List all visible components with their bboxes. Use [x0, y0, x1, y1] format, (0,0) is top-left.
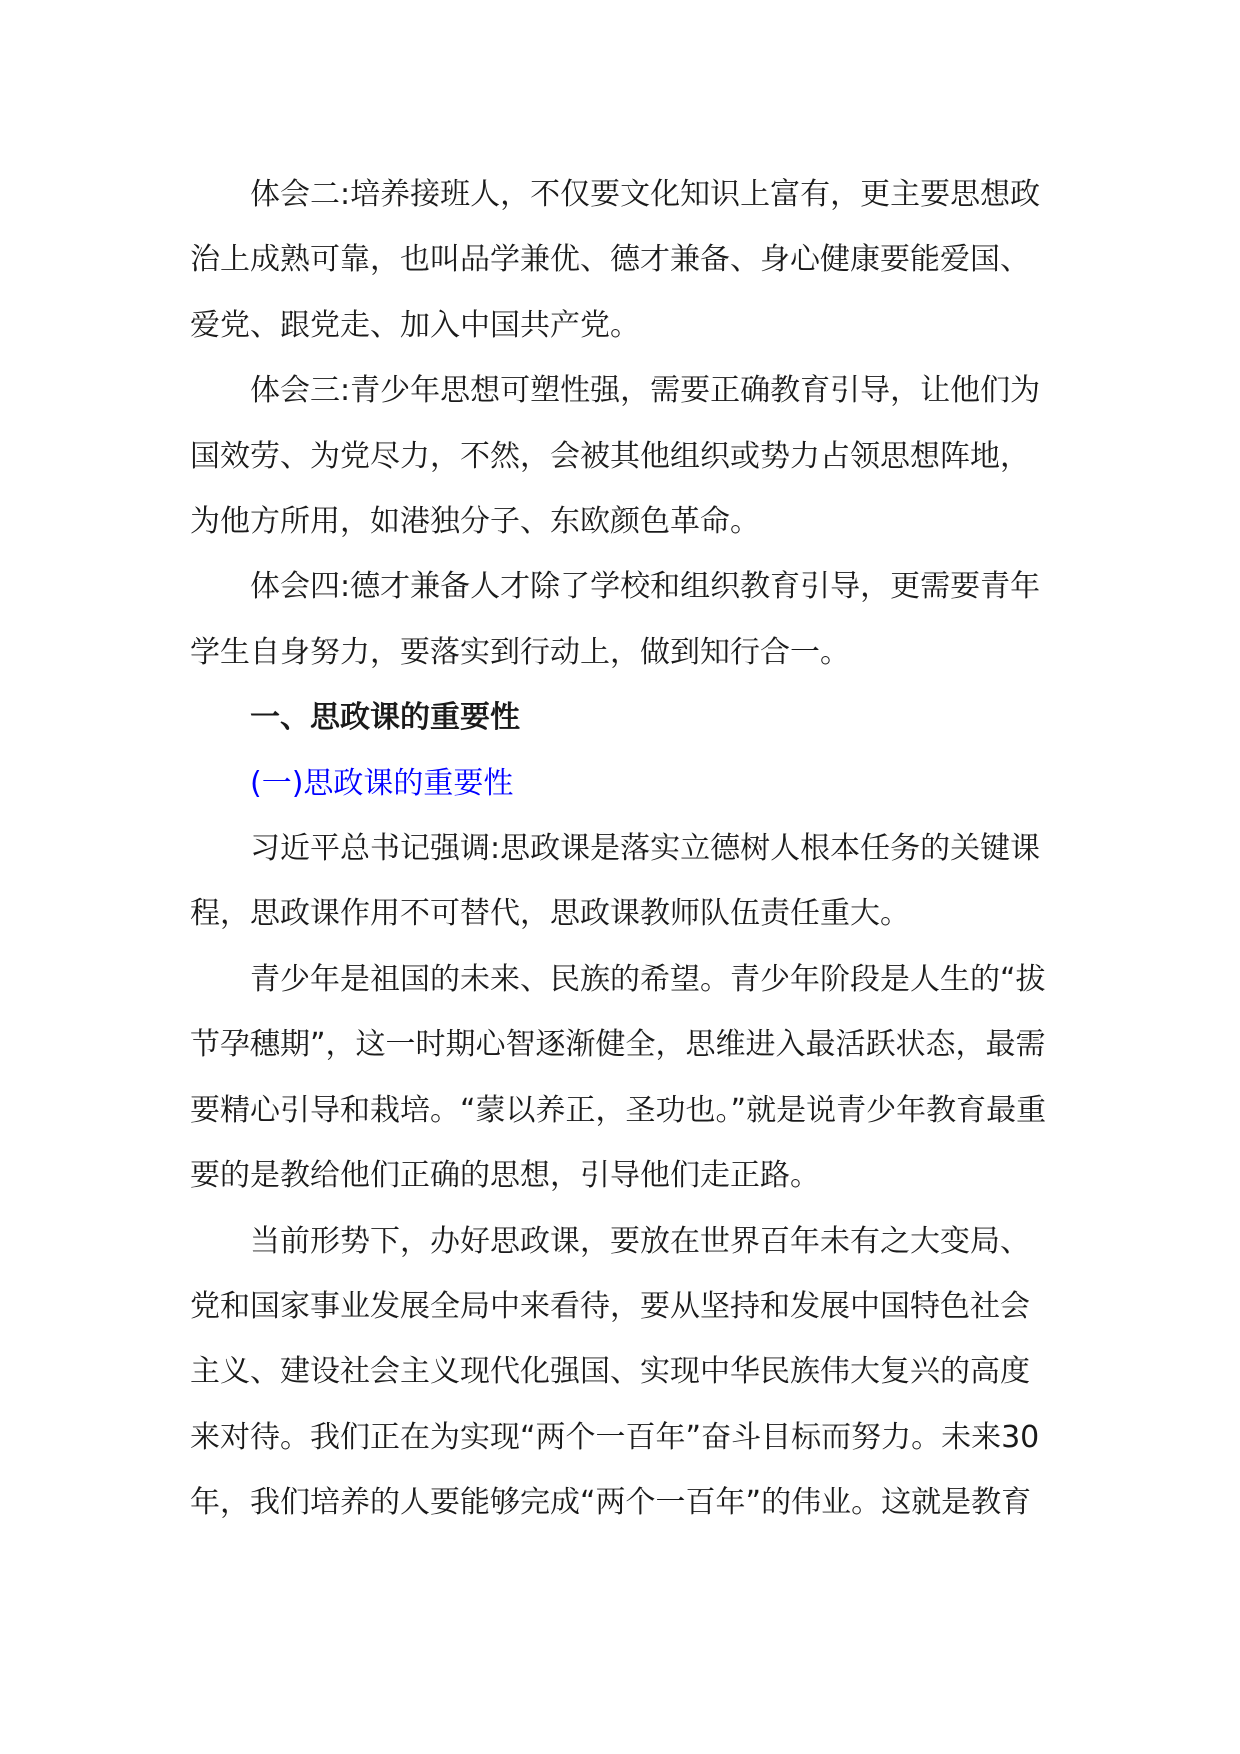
section-heading: 一、思政课的重要性	[250, 700, 520, 736]
paragraph-tihui-2: 体会二:培养接班人，不仅要文化知识上富有，更主要思想政治上成熟可靠，也叫品学兼优、德才兼备、身心健康要能爱国、爱党、跟党走、加入中国共产党。	[190, 177, 1041, 343]
paragraph-current-situation: 当前形势下，办好思政课，要放在世界百年未有之大变局、党和国家事业发展全局中来看待，要从坚持和发展中国特色社会主义、建设社会主义现代化强国、实现中华民族伟大复兴的高度来对待。我们正在为实现“两个一百年”奋斗目标而努力。未来30年，我们培养的人要能够完成“两个一百年”的伟业。这就是教育	[190, 1223, 1040, 1521]
document-body	[190, 162, 1050, 1536]
paragraph-tihui-3: 体会三:青少年思想可塑性强，需要正确教育引导，让他们为国效劳、为党尽力，不然，会被其他组织或势力占领思想阵地，为他方所用，如港独分子、东欧颜色革命。	[190, 373, 1041, 540]
subsection-heading: (一)思政课的重要性	[250, 765, 514, 801]
paragraph-youth: 青少年是祖国的未来、民族的希望。青少年阶段是人生的“拔节孕穗期”，这一时期心智逐渐健全，思维进入最活跃状态，最需要精心引导和栽培。“蒙以养正，圣功也。”就是说青少年教育最重要的是教给他们正确的思想，引导他们走正路。	[190, 961, 1047, 1194]
paragraph-tihui-4: 体会四:德才兼备人才除了学校和组织教育引导，更需要青年学生自身努力，要落实到行动上，做到知行合一。	[190, 569, 1041, 670]
paragraph-xi-quote: 习近平总书记强调:思政课是落实立德树人根本任务的关键课程，思政课作用不可替代，思政课教师队伍责任重大。	[190, 831, 1041, 932]
